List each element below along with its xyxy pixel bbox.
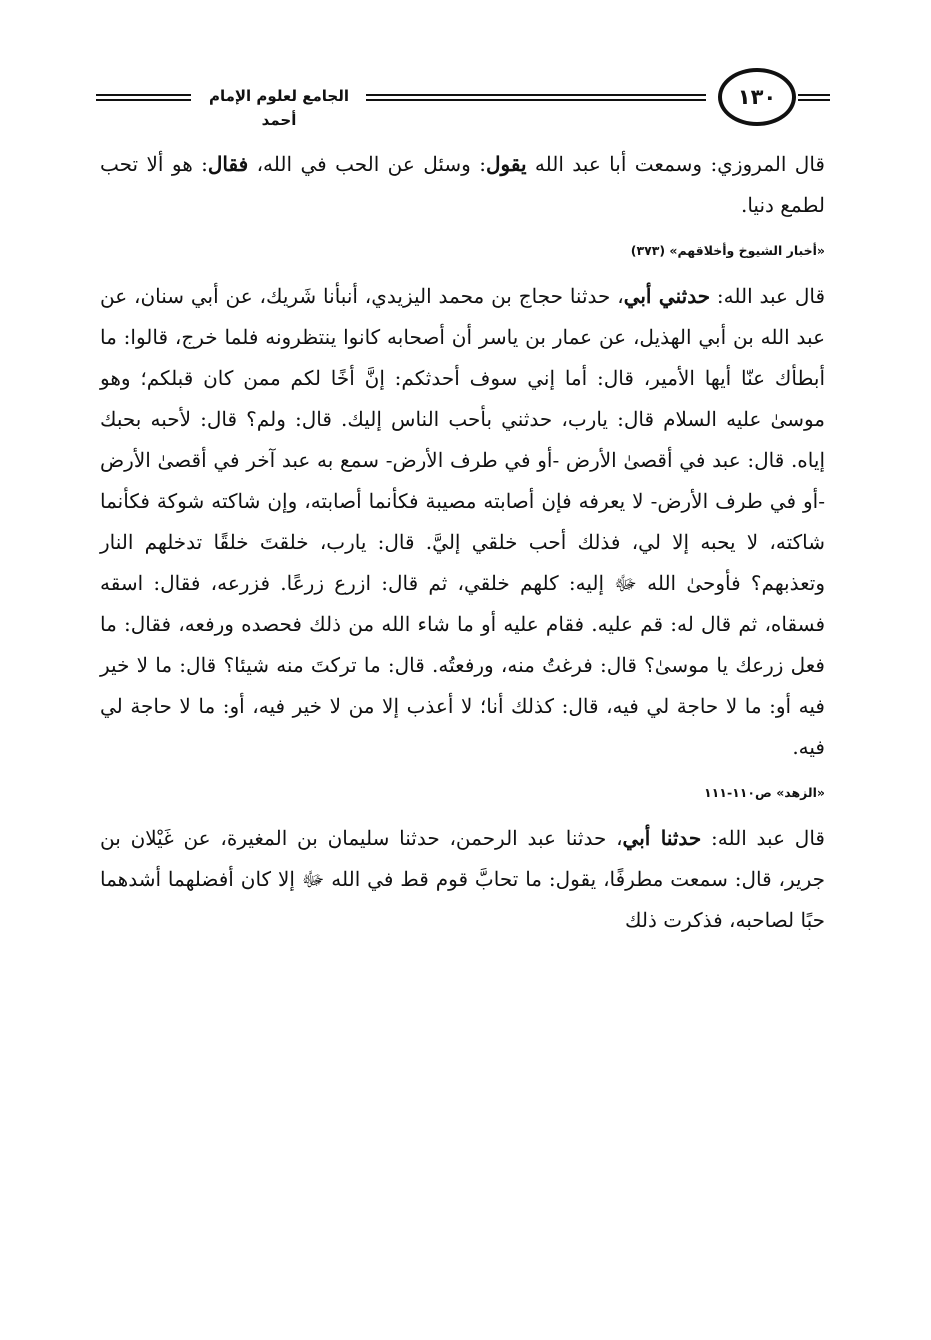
page-body bbox=[100, 144, 825, 941]
page-header bbox=[90, 66, 830, 130]
bold-keyword: حدثني أبي bbox=[623, 284, 711, 308]
source-citation-1: «أخبار الشيوخ وأخلاقهم» (٣٧٣) bbox=[630, 243, 825, 258]
paragraph-text: قال عبد الله: bbox=[701, 826, 825, 850]
paragraph-text: ، حدثنا عبد الرحمن، حدثنا سليمان بن المغيرة، عن غَيْلان بن جرير، قال: سمعت مطرفًا، يقول: ما تحابَّ قوم قط في الله ﷻ إلا كان أفضلهما أشدهما حبًا لصاحبه، فذكرت ذلك bbox=[100, 826, 825, 932]
header-rule-right bbox=[798, 94, 830, 101]
paragraph-text: قال عبد الله: bbox=[710, 284, 826, 308]
page-number: ١٣٠ bbox=[718, 68, 796, 126]
bold-keyword: فقال bbox=[207, 152, 249, 176]
paragraph-3 bbox=[100, 818, 825, 941]
bold-keyword: حدثنا أبي bbox=[622, 826, 702, 850]
paragraph-1 bbox=[100, 144, 825, 226]
paragraph-text: : وسئل عن الحب في الله، bbox=[248, 152, 486, 176]
header-rule-middle bbox=[366, 94, 706, 101]
paragraph-2 bbox=[100, 276, 825, 768]
paragraph-text: قال المروزي: وسمعت أبا عبد الله bbox=[526, 152, 825, 176]
source-citation-2: «الزهد» ص١١٠-١١١ bbox=[704, 785, 825, 800]
paragraph-text: : هو ألا تحب لطمع دنيا. bbox=[100, 152, 825, 217]
paragraph-text: ، حدثنا حجاج بن محمد اليزيدي، أنبأنا شَريك، عن أبي سنان، عن عبد الله بن أبي الهذيل، عن عمار بن ياسر أن أصحابه كانوا ينتظرونه فلما خرج، قالوا: ما أبطأك عنّا أيها الأمير، قال: أما إني سوف أحدثكم: إنَّ أخًا لكم ممن كان قبلكم؛ وهو موسىٰ عليه السلام قال: يارب، حدثني بأحب الناس إليك. قال: ولم؟ قال: لأحبه بحبك إياه. قال: عبد في أقصىٰ الأرض -أو في طرف الأرض- سمع به عبد آخر في أقصىٰ الأرض -أو في طرف الأرض- لا يعرفه فإن أصابته مصيبة فكأنما أصابته، وإن شاكته شوكة فكأنما شاكته، لا يحبه إلا لي، فذلك أحب خلقي إليَّ. قال: يارب، خلقتَ خلقًا تدخلهم النار وتعذبهم؟ فأوحىٰ الله ﷻ إليه: كلهم خلقي، ثم قال: ازرع زرعًا. فزرعه، فقال: اسقه فسقاه، ثم قال له: قم عليه. فقام عليه أو ما شاء الله من ذلك فحصده ورفعه، فقال: ما فعل زرعك يا موسىٰ؟ قال: فرغتُ منه، ورفعتُه. قال: ما تركتَ منه شيئا؟ قال: ما لا خير فيه أو: ما لا حاجة لي فيه، قال: كذلك أنا؛ لا أعذب إلا من لا خير فيه، أو: ما لا حاجة لي فيه. bbox=[100, 284, 825, 759]
bold-keyword: يقول bbox=[485, 152, 527, 176]
header-rule-left bbox=[96, 94, 191, 101]
running-title: الجامع لعلوم الإمام أحمد bbox=[208, 87, 350, 129]
